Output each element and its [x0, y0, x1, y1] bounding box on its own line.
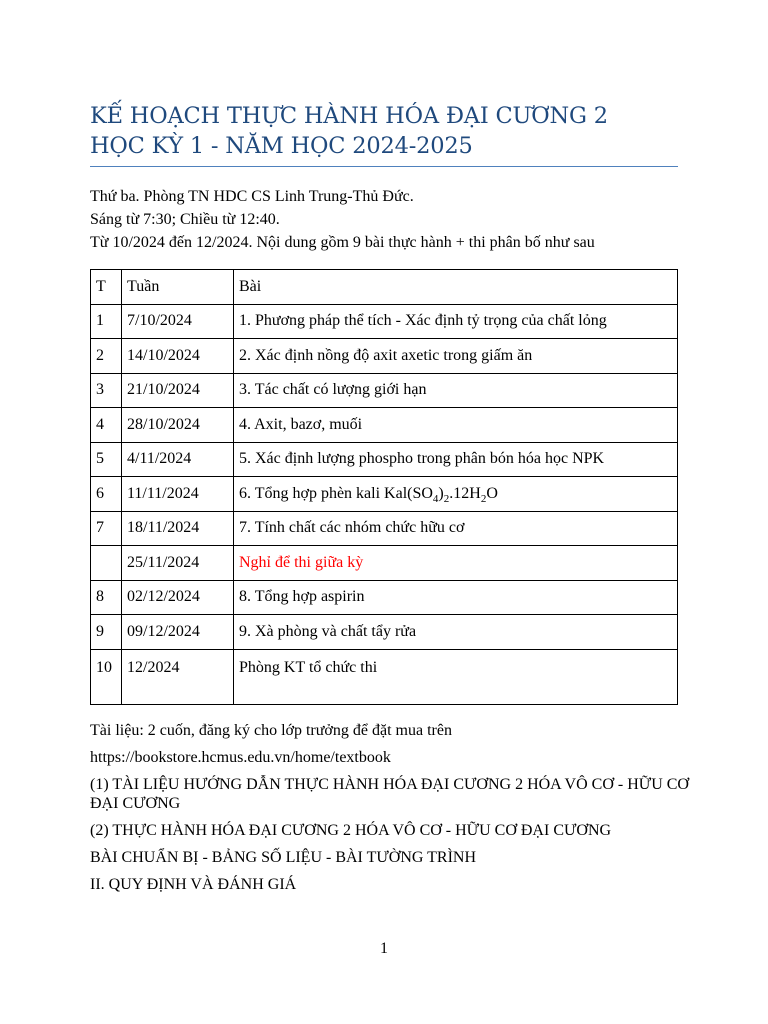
row-lesson: 4. Axit, bazơ, muối [234, 408, 678, 443]
row-lesson: 8. Tổng hợp aspirin [234, 580, 678, 615]
row-week: 25/11/2024 [122, 546, 234, 581]
row-week: 21/10/2024 [122, 373, 234, 408]
row-lesson: 9. Xà phòng và chất tẩy rửa [234, 615, 678, 650]
formula-subscript: 2 [443, 492, 450, 505]
formula-text: O [486, 484, 498, 502]
row-lesson: 7. Tính chất các nhóm chức hữu cơ [234, 511, 678, 546]
row-lesson: Phòng KT tổ chức thi [234, 649, 678, 704]
row-index [91, 546, 122, 581]
row-index: 1 [91, 304, 122, 339]
header-week: Tuần [122, 270, 234, 305]
row-week: 02/12/2024 [122, 580, 234, 615]
header-lesson: Bài [234, 270, 678, 305]
row-week: 14/10/2024 [122, 339, 234, 374]
row-week: 18/11/2024 [122, 511, 234, 546]
intro-content: Từ 10/2024 đến 12/2024. Nội dung gồm 9 bài thực hành + thi phân bố như sau [90, 234, 595, 251]
book-1-title: (1) TÀI LIỆU HƯỚNG DẪN THỰC HÀNH HÓA ĐẠI CƯƠNG 2 HÓA VÔ CƠ - HỮU CƠ ĐẠI CƯƠNG [90, 776, 689, 812]
row-week: 12/2024 [122, 649, 234, 704]
materials-section [90, 721, 690, 894]
row-lesson-formula [234, 477, 678, 512]
row-lesson: 3. Tác chất có lượng giới hạn [234, 373, 678, 408]
row-week: 09/12/2024 [122, 615, 234, 650]
row-index: 7 [91, 511, 122, 546]
table-header-row [91, 270, 678, 305]
row-week: 7/10/2024 [122, 304, 234, 339]
row-lesson: 5. Xác định lượng phospho trong phân bón hóa học NPK [234, 442, 678, 477]
formula-subscript: 4 [432, 492, 439, 505]
row-index: 10 [91, 649, 122, 704]
row-index: 4 [91, 408, 122, 443]
table-row [91, 580, 678, 615]
formula-text: .12H [449, 484, 481, 502]
title-line-1: KẾ HOẠCH THỰC HÀNH HÓA ĐẠI CƯƠNG 2 [90, 103, 608, 129]
intro-time: Sáng từ 7:30; Chiều từ 12:40. [90, 211, 280, 228]
formula-text: ) [438, 484, 444, 502]
schedule-table [90, 269, 678, 705]
row-index: 9 [91, 615, 122, 650]
table-row [91, 615, 678, 650]
book-2-title: (2) THỰC HÀNH HÓA ĐẠI CƯƠNG 2 HÓA VÔ CƠ - HỮU CƠ ĐẠI CƯƠNG [90, 822, 612, 839]
row-index: 8 [91, 580, 122, 615]
row-index: 5 [91, 442, 122, 477]
intro-schedule-location: Thứ ba. Phòng TN HDC CS Linh Trung-Thủ Đức. [90, 188, 414, 205]
formula-subscript: 2 [480, 492, 487, 505]
table-row [91, 546, 678, 581]
document-title [90, 101, 678, 161]
row-index: 6 [91, 477, 122, 512]
intro-section [90, 186, 690, 255]
title-divider [90, 166, 678, 167]
table-row [91, 511, 678, 546]
page-number: 1 [380, 940, 388, 957]
row-lesson: 1. Phương pháp thể tích - Xác định tỷ trọng của chất lỏng [234, 304, 678, 339]
row-week: 11/11/2024 [122, 477, 234, 512]
table-row [91, 408, 678, 443]
row-index: 2 [91, 339, 122, 374]
header-t: T [91, 270, 122, 305]
section-heading-rules: II. QUY ĐỊNH VÀ ĐÁNH GIÁ [90, 876, 297, 893]
materials-note: Tài liệu: 2 cuốn, đăng ký cho lớp trưởng để đặt mua trên [90, 722, 452, 739]
row-week: 4/11/2024 [122, 442, 234, 477]
table-row [91, 373, 678, 408]
table-row [91, 339, 678, 374]
row-index: 3 [91, 373, 122, 408]
title-line-2: HỌC KỲ 1 - NĂM HỌC 2024-2025 [90, 133, 473, 159]
table-row [91, 649, 678, 704]
table-row [91, 304, 678, 339]
row-week: 28/10/2024 [122, 408, 234, 443]
table-row [91, 477, 678, 512]
formula-text: 6. Tổng hợp phèn kali Kal(SO [239, 484, 433, 502]
row-lesson: 2. Xác định nồng độ axit axetic trong giấm ăn [234, 339, 678, 374]
row-lesson-midterm-break: Nghỉ để thi giữa kỳ [234, 546, 678, 581]
table-row [91, 442, 678, 477]
book-2-subtitle: BÀI CHUẨN BỊ - BẢNG SỐ LIỆU - BÀI TƯỜNG TRÌNH [90, 849, 477, 866]
bookstore-link[interactable]: https://bookstore.hcmus.edu.vn/home/textbook [90, 749, 391, 766]
